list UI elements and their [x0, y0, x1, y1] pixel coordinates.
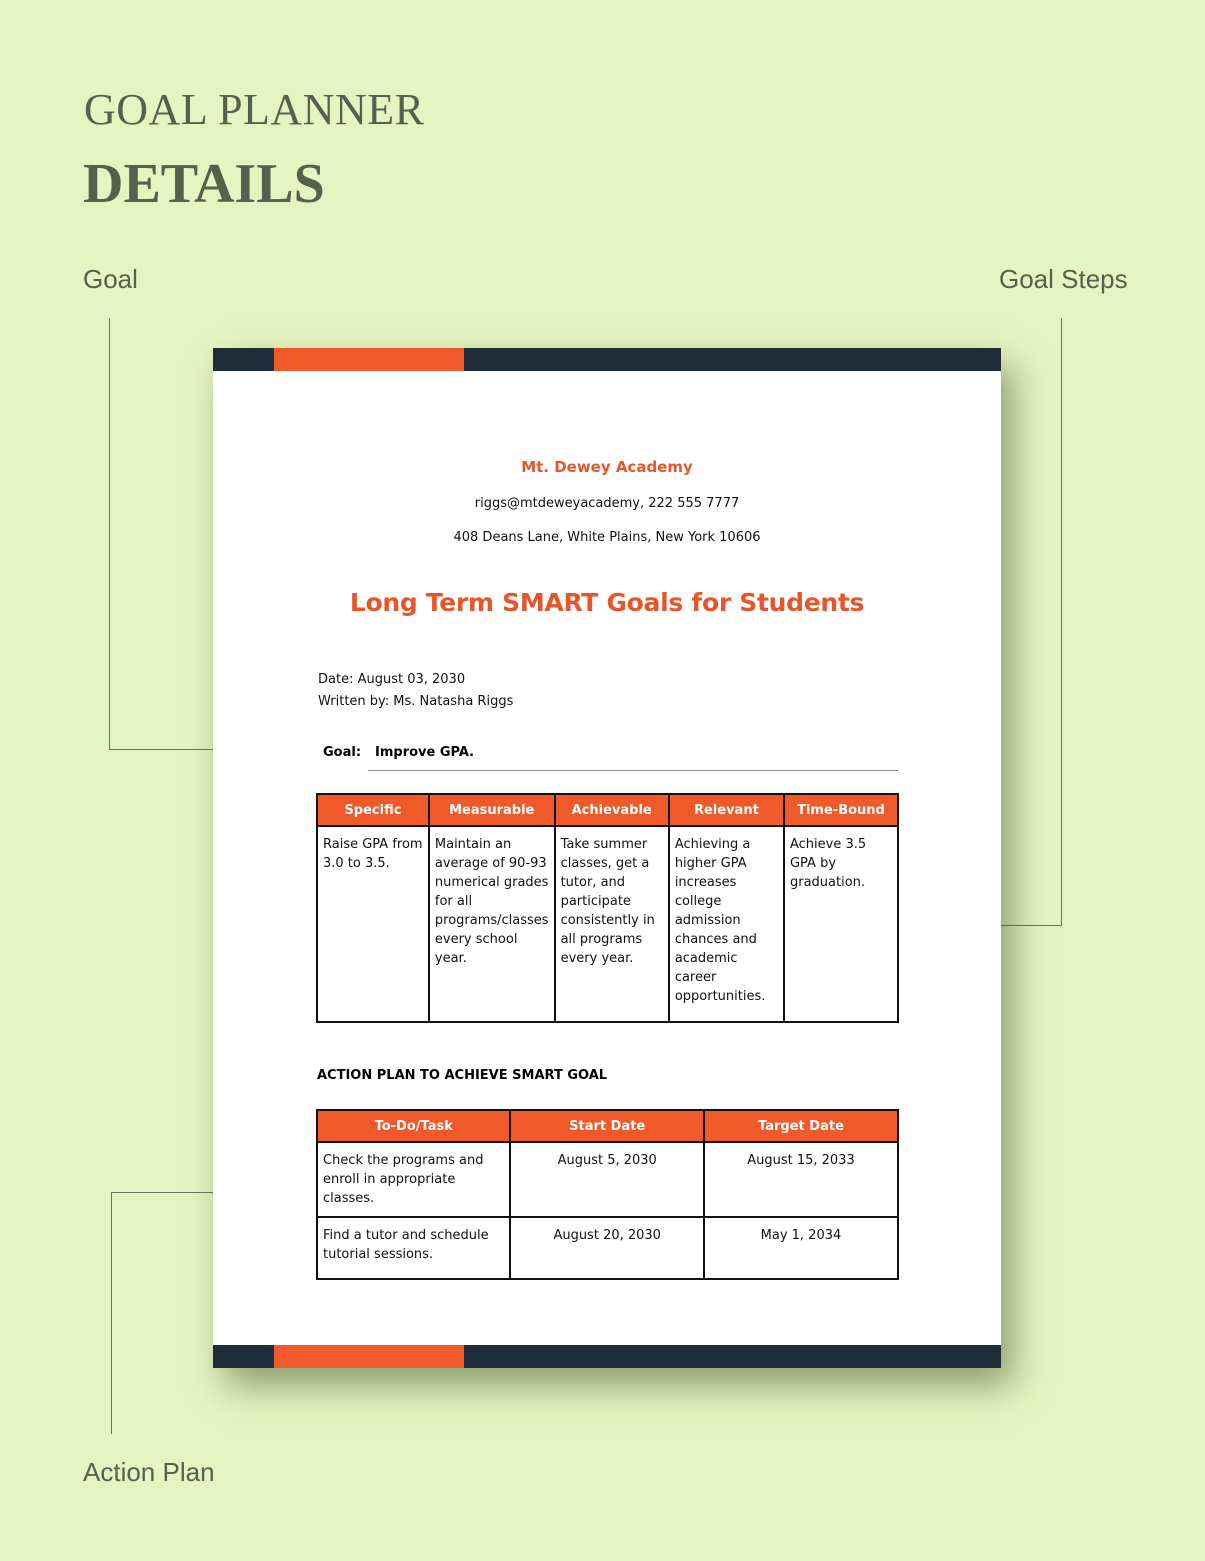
table-row	[317, 1217, 898, 1279]
smart-goals-table	[316, 793, 899, 1023]
goal-connector-vertical	[109, 318, 110, 750]
table-header-row	[317, 794, 898, 826]
address: 408 Deans Lane, White Plains, New York 10606	[453, 530, 761, 545]
table-header-row	[317, 1110, 898, 1142]
action-plan-heading: ACTION PLAN TO ACHIEVE SMART GOAL	[317, 1068, 608, 1083]
callout-goal-steps: Goal Steps	[999, 264, 1128, 294]
header-task: To-Do/Task	[317, 1110, 510, 1142]
goal-steps-connector-vertical	[1061, 318, 1062, 926]
header-start-date: Start Date	[510, 1110, 703, 1142]
header-target-date: Target Date	[704, 1110, 898, 1142]
table-row	[317, 826, 898, 1022]
callout-goal: Goal	[83, 264, 138, 294]
header-time-bound: Time-Bound	[784, 794, 898, 826]
table-row	[317, 1142, 898, 1217]
bottom-color-bar	[213, 1345, 1001, 1368]
top-color-bar	[213, 348, 1001, 371]
start-date-cell: August 20, 2030	[510, 1217, 703, 1279]
target-date-cell: August 15, 2033	[704, 1142, 898, 1217]
document-sheet	[213, 348, 1001, 1368]
action-plan-table	[316, 1109, 899, 1280]
document-author: Written by: Ms. Natasha Riggs	[318, 694, 514, 709]
organization-name: Mt. Dewey Academy	[521, 458, 693, 476]
header-relevant: Relevant	[669, 794, 784, 826]
goal-value: Improve GPA.	[375, 745, 475, 760]
start-date-cell: August 5, 2030	[510, 1142, 703, 1217]
cell-measurable: Maintain an average of 90-93 numerical grades for all programs/classes every school year.	[429, 826, 555, 1022]
header-specific: Specific	[317, 794, 429, 826]
goal-underline	[368, 770, 898, 771]
goal-label: Goal:	[323, 745, 362, 760]
task-cell: Find a tutor and schedule tutorial sessions.	[317, 1217, 510, 1279]
document-title: Long Term SMART Goals for Students	[349, 588, 865, 617]
task-cell: Check the programs and enroll in appropriate classes.	[317, 1142, 510, 1217]
cell-relevant: Achieving a higher GPA increases college admission chances and academic career opportunities.	[669, 826, 784, 1022]
cell-achievable: Take summer classes, get a tutor, and participate consistently in all programs every year.	[555, 826, 669, 1022]
callout-action-plan: Action Plan	[83, 1457, 215, 1487]
cell-specific: Raise GPA from 3.0 to 3.5.	[317, 826, 429, 1022]
contact-info: riggs@mtdeweyacademy, 222 555 7777	[474, 496, 740, 511]
header-measurable: Measurable	[429, 794, 555, 826]
bottom-accent-stripe	[274, 1345, 464, 1368]
page-heading-details: DETAILS	[83, 153, 325, 215]
top-accent-stripe	[274, 348, 464, 371]
target-date-cell: May 1, 2034	[704, 1217, 898, 1279]
cell-time-bound: Achieve 3.5 GPA by graduation.	[784, 826, 898, 1022]
document-date: Date: August 03, 2030	[318, 672, 466, 687]
page-heading-goal-planner: GOAL PLANNER	[84, 85, 425, 134]
action-plan-connector-vertical	[111, 1192, 112, 1434]
header-achievable: Achievable	[555, 794, 669, 826]
